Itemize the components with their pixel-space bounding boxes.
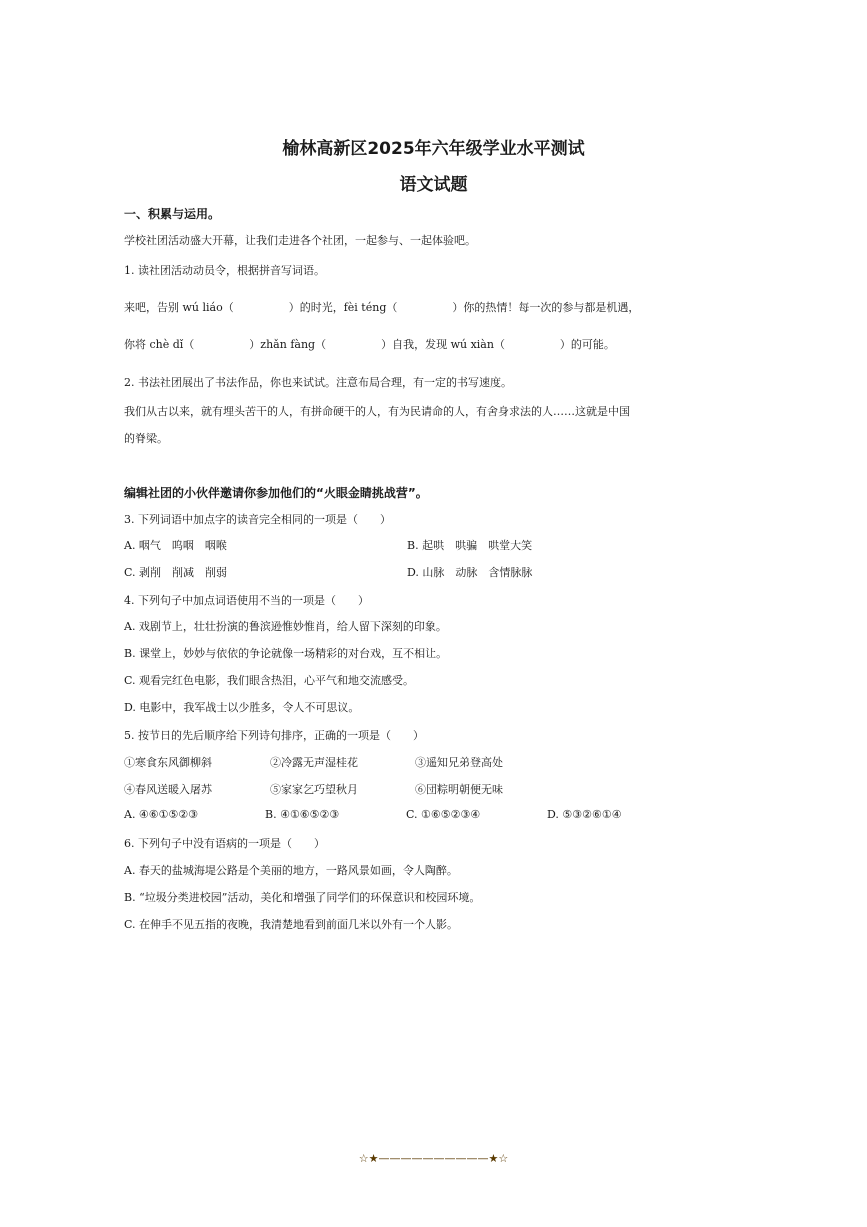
q4-option-c: C. 观看完红色电影，我们眼含热泪，心平气和地交流感受。 bbox=[124, 674, 415, 687]
q3-option-b: B. 起哄 哄骗 哄堂大笑 bbox=[407, 539, 533, 552]
q2-passage-line2: 的脊梁。 bbox=[124, 432, 168, 445]
q2-passage-line1: 我们从古以来，就有埋头苦干的人，有拼命硬干的人，有为民请命的人，有舍身求法的人……这就是中国 bbox=[124, 405, 630, 418]
q5-option-c: C. ①⑥⑤②③④ bbox=[406, 808, 481, 821]
q1-line1: 来吧，告别 wú liáo（ ）的时光，fèi téng（ ）你的热情！每一次的参与都是机遇， bbox=[124, 301, 640, 314]
q3-option-c: C. 剥削 削减 削弱 bbox=[124, 566, 228, 579]
q2-stem: 2. 书法社团展出了书法作品，你也来试试。注意布局合理，有一定的书写速度。 bbox=[124, 376, 512, 389]
q4-stem: 4. 下列句子中加点词语使用不当的一项是（ ） bbox=[124, 594, 369, 607]
q6-option-b: B. “垃圾分类进校园”活动，美化和增强了同学们的环保意识和校园环境。 bbox=[124, 891, 481, 904]
section-heading: 一、积累与运用。 bbox=[124, 207, 221, 221]
q1-line2: 你将 chè dǐ（ ）zhǎn fàng（ ）自我，发现 wú xiàn（ ）的可能。 bbox=[124, 338, 615, 351]
q4-option-a: A. 戏剧节上，壮壮扮演的鲁滨逊惟妙惟肖，给人留下深刻的印象。 bbox=[124, 620, 447, 633]
q4-option-b: B. 课堂上，妙妙与依依的争论就像一场精彩的对台戏，互不相让。 bbox=[124, 647, 448, 660]
q3-stem: 3. 下列词语中加点字的读音完全相同的一项是（ ） bbox=[124, 513, 391, 526]
q6-option-a: A. 春天的盐城海堤公路是个美丽的地方，一路风景如画，令人陶醉。 bbox=[124, 864, 458, 877]
q5-stem: 5. 按节日的先后顺序给下列诗句排序，正确的一项是（ ） bbox=[124, 729, 424, 742]
q6-stem: 6. 下列句子中没有语病的一项是（ ） bbox=[124, 837, 325, 850]
q5-option-a: A. ④⑥①⑤②③ bbox=[124, 808, 199, 821]
q5-option-b: B. ④①⑥⑤②③ bbox=[265, 808, 340, 821]
page-title: 榆林高新区2025年六年级学业水平测试 bbox=[282, 139, 585, 159]
q3-option-d: D. 山脉 动脉 含情脉脉 bbox=[407, 566, 533, 579]
q3-option-a: A. 咽气 呜咽 咽喉 bbox=[124, 539, 227, 552]
q6-option-c: C. 在伸手不见五指的夜晚，我清楚地看到前面几米以外有一个人影。 bbox=[124, 918, 459, 931]
q5-option-d: D. ⑤③②⑥①④ bbox=[547, 808, 622, 821]
q4-option-d: D. 电影中，我军战士以少胜多，令人不可思议。 bbox=[124, 701, 360, 714]
q5-poem-4: ④春风送暖入屠苏 bbox=[124, 783, 212, 796]
q1-stem: 1. 读社团活动动员令，根据拼音写词语。 bbox=[124, 264, 325, 277]
q5-poem-1: ①寒食东风御柳斜 bbox=[124, 756, 212, 769]
q5-poem-2: ②冷露无声湿桂花 bbox=[270, 756, 358, 769]
q5-poem-6: ⑥団粽明朝便无味 bbox=[415, 783, 503, 796]
sub-heading: 编辑社团的小伙伴邀请你参加他们的“火眼金睛挑战营”。 bbox=[124, 486, 428, 500]
section-intro: 学校社团活动盛大开幕，让我们走进各个社团，一起参与、一起体验吧。 bbox=[124, 234, 476, 247]
q5-poem-5: ⑤家家乞巧望秋月 bbox=[270, 783, 358, 796]
q5-poem-3: ③遥知兄弟登高处 bbox=[415, 756, 503, 769]
page-subtitle: 语文试题 bbox=[399, 175, 468, 195]
page-footer-ornament: ☆★——————————★☆ bbox=[358, 1152, 509, 1165]
